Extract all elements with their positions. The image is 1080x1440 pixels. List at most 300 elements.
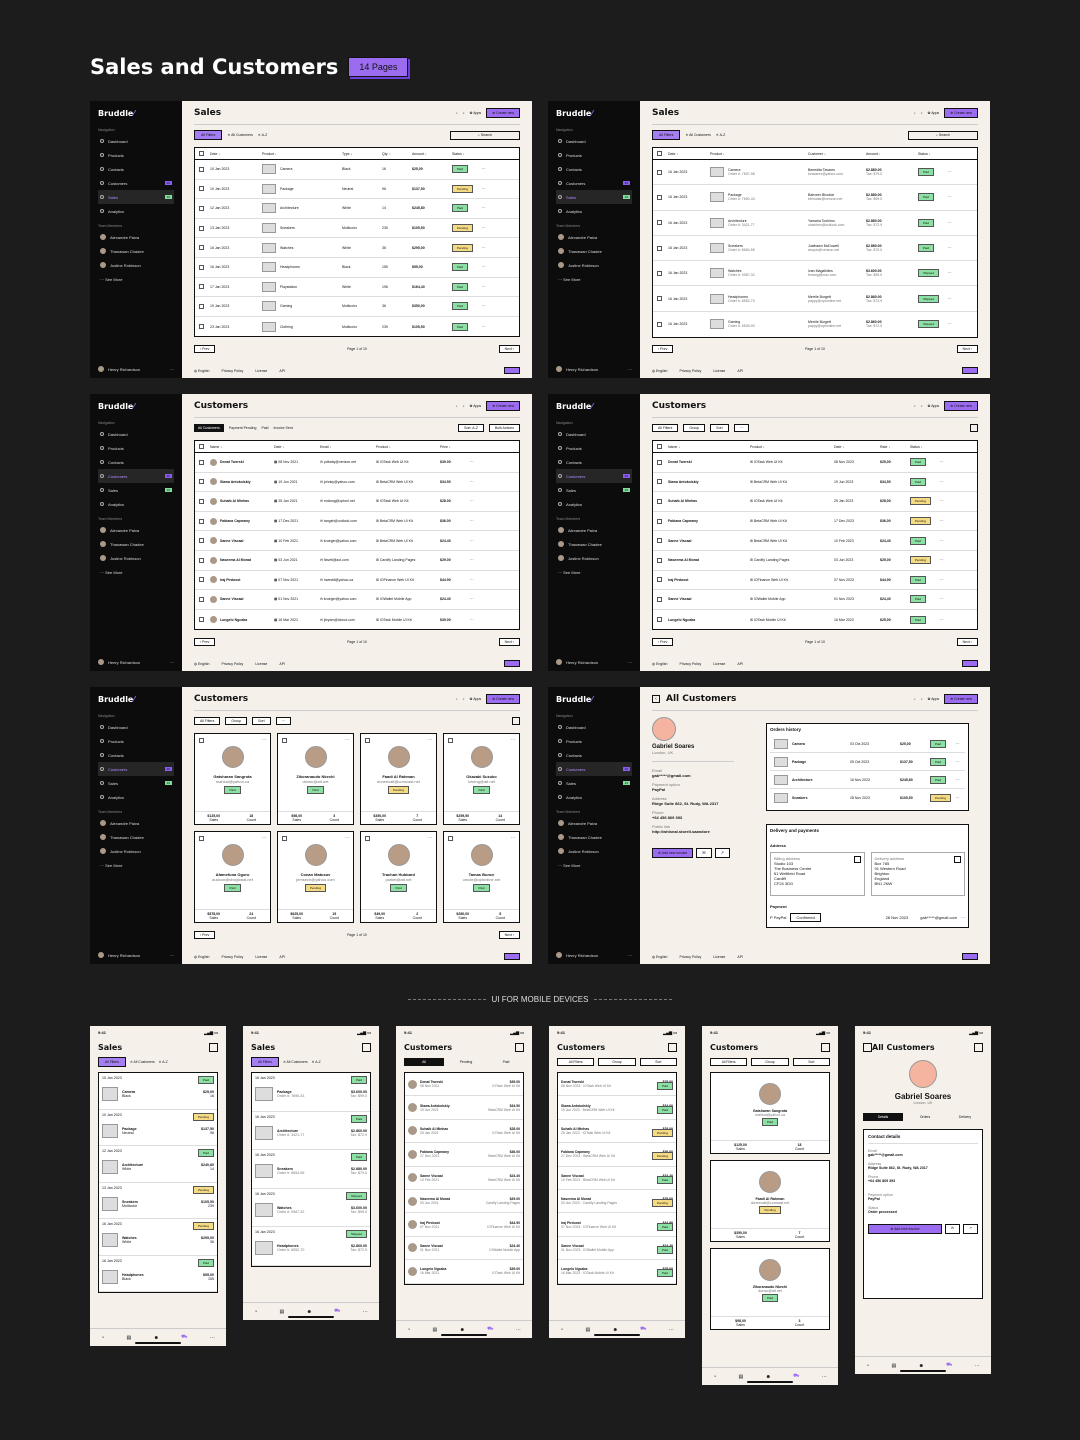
footer-link[interactable]: License [255,661,268,666]
see-more-link[interactable]: ··· See More [558,276,581,282]
list-item[interactable]: Naseema Al Morad 03 Jun 2021 $29.00 Cardify Landing Pages [405,1190,523,1213]
footer-link[interactable]: ◍ English [652,368,668,373]
filter-chip[interactable]: Sort [640,1058,677,1066]
footer-link[interactable]: API [279,368,286,373]
footer-link[interactable]: License [713,954,726,959]
table-row[interactable]: Suhaib Al Minhas ⊞ IOTask Web UI Kit 25 Jan 2023 $28,00 Pending ··· [653,492,977,512]
column-header[interactable]: Rate ↓ [880,444,891,449]
card-checkbox[interactable] [365,738,370,743]
table-row[interactable]: Sanne Viscaal ▦ 01 Nov 2021 ✉ krueger@yahoo.com ⊞ IOWallet Mobile App $24.40 ··· [195,590,519,610]
more-icon[interactable]: ··· [345,835,349,840]
next-button[interactable]: Next › [957,345,978,353]
column-header[interactable]: Status ↓ [918,151,931,156]
table-row[interactable]: Fabiana Capmany ▦ 17 Dec 2021 ✉ tangsh@outlook.com ⊞ BetaCRM Web UI Kit $36.00 ··· [195,512,519,532]
sidebar-item-contacts[interactable] [98,748,174,762]
row-checkbox[interactable] [657,271,662,276]
list-item[interactable]: 16 Jan 2023 Paid Architecture Order #: 3421-77 $2.860.00 Tax: $72.9 [252,1112,370,1151]
footer-link[interactable]: API [737,661,744,666]
filter-chip[interactable]: Group [751,1058,788,1066]
row-checkbox[interactable] [199,186,204,191]
tab[interactable]: Delivery [958,1115,972,1119]
row-checkbox[interactable] [657,296,662,301]
filter-chip[interactable]: All Filters [652,424,678,432]
more-icon[interactable]: ··· [482,245,486,250]
table-row[interactable]: 16 Jan 2023 Architecture Order #: 3421-77 Yamaha Toshimo ctoshimo@outlook.com $2.880.00 Tax: $72.9 Paid ··· [653,211,977,236]
table-row[interactable]: 16 Jan 2023 Gaming Order #: 6539-90 Merrile Burgett pappy@optonline.net $2.860.00 Tax: $72.9 Shipped ··· [653,312,977,337]
more-icon[interactable]: ··· [668,1326,674,1333]
back-icon[interactable] [863,1043,872,1052]
all-filters-chip[interactable]: All Filters [251,1057,279,1067]
filter-chip[interactable]: ✕ All Customers [685,133,711,137]
tab[interactable]: All Customers [194,424,224,432]
sidebar-item-products[interactable] [556,441,632,455]
dashboard-icon[interactable]: ◔ [254,1308,258,1315]
share-icon[interactable]: ↗ [963,1224,978,1234]
row-checkbox[interactable] [199,597,204,602]
sidebar-item-products[interactable] [556,734,632,748]
table-row[interactable]: Donat Twerski ⊞ IOTask Web UI Kit 08 Nov 2023 $25,00 Paid ··· [653,453,977,473]
apps-button[interactable]: ✿ Apps [469,403,482,408]
more-icon[interactable]: ··· [974,1362,980,1369]
footer-link[interactable]: Privacy Policy [221,954,244,959]
row-checkbox[interactable] [199,245,204,250]
more-icon[interactable]: ··· [940,577,944,582]
order-row[interactable]: Sneakers 28 Nov 2023 $105,50 Pending ··· [770,789,965,807]
search-icon[interactable]: ⌕ [455,696,458,701]
tab[interactable]: Pending [459,1060,473,1064]
more-icon[interactable]: ··· [262,737,266,742]
see-more-link[interactable]: ··· See More [100,569,123,575]
apps-button[interactable]: ✿ Apps [469,110,482,115]
table-row[interactable]: 16 Jan 2023 Watches White 36 $295,00 Pending ··· [195,238,519,258]
table-row[interactable]: Sanne Viscaal ⊞ BetaCRM Web UI Kit 10 Feb 2023 $24,40 Paid ··· [653,531,977,551]
card-checkbox[interactable] [199,738,204,743]
customer-card[interactable]: ··· Gatsharan Sangrota mahlud@yahoo.ca Paid $125,00 Sales 18 Count [194,733,271,825]
sidebar-item-customers[interactable] [98,176,174,190]
user-profile[interactable]: Henry Richardson ··· [98,659,174,665]
card-checkbox[interactable] [282,738,287,743]
see-more-link[interactable]: ··· See More [558,862,581,868]
more-icon[interactable]: ··· [940,558,944,563]
products-icon[interactable]: ▤ [432,1326,438,1333]
footer-link[interactable]: License [255,368,268,373]
footer-link[interactable]: Privacy Policy [679,954,702,959]
footer-link[interactable]: API [737,368,744,373]
create-new-button[interactable]: ⊕ Create new [486,694,520,704]
list-item[interactable]: 16 Jan 2023 Paid Headphones Black $95,00 155 [99,1256,217,1293]
create-new-button[interactable]: ⊕ Create new [486,401,520,411]
more-icon[interactable]: ··· [734,424,750,432]
bell-icon[interactable]: ♪ [920,696,923,701]
user-profile[interactable]: Henry Richardson ··· [98,366,174,372]
sidebar-item-dashboard[interactable] [556,134,632,148]
cart-icon[interactable]: ⛟ [946,1362,953,1368]
list-item[interactable]: 16 Jan 2023 Shipped Headphones Order #: 6552-70 $2.860.00 Tax: $72.9 [252,1227,370,1266]
team-member[interactable]: Justine Robinson [98,258,174,272]
table-row[interactable]: Naseema Al Morad ⊞ Cardify Landing Pages 03 Jun 2023 $25,00 Pending ··· [653,551,977,571]
tab[interactable]: Paid [502,1060,510,1064]
column-header[interactable]: Price ↓ [440,444,451,449]
cart-icon[interactable]: ⛟ [181,1334,188,1340]
customers-icon[interactable]: ☻ [153,1334,159,1341]
sidebar-item-analytics[interactable] [556,790,632,804]
theme-toggle[interactable] [504,660,520,667]
apps-button[interactable]: ✿ Apps [927,110,940,115]
create-new-button[interactable]: ⊕ Create new [944,694,978,704]
footer-link[interactable]: ◍ English [194,661,210,666]
sort-button[interactable]: Sort: A-Z [458,424,484,432]
apps-button[interactable]: ✿ Apps [469,696,482,701]
create-new-button[interactable]: ⊕ Create new [486,108,520,118]
add-invoice-button[interactable]: ⊕ Add new invoice [652,848,693,858]
row-checkbox[interactable] [199,519,204,524]
more-icon[interactable]: ··· [170,659,174,665]
row-checkbox[interactable] [657,577,662,582]
search-icon[interactable]: ⌕ [455,403,458,408]
create-new-button[interactable]: ⊕ Create new [944,108,978,118]
sidebar-item-dashboard[interactable] [98,427,174,441]
filter-chip[interactable]: ✕ A-Z [311,1060,321,1064]
table-row[interactable]: 19 Jan 2023 Gaming Multicolor 36 $350,00 Paid ··· [195,297,519,317]
bell-icon[interactable]: ♪ [920,110,923,115]
row-checkbox[interactable] [657,519,662,524]
column-header[interactable]: Type ↓ [342,151,353,156]
team-member[interactable]: Thanawan Chadee [556,537,632,551]
team-member[interactable]: Thanawan Chadee [98,244,174,258]
table-row[interactable]: Lungelo Ngcaba ⊞ IOTask Mobile UI Kit 16 Mar 2023 $25,00 Paid ··· [653,610,977,630]
order-row[interactable]: Package 05 Oct 2023 $137,50 Paid ··· [770,753,965,771]
more-icon[interactable]: ··· [821,1373,827,1380]
dashboard-icon[interactable]: ◔ [866,1362,870,1369]
table-row[interactable]: 16 Jan 2023 Camera Order #: 7697-98 Benedita Tavares bcavarez@yahoo.com $2.880.00 Tax: $79.0 Paid ··· [653,160,977,185]
more-icon[interactable]: ··· [948,296,952,301]
team-member[interactable]: Thanawan Chadee [556,244,632,258]
card-checkbox[interactable] [282,836,287,841]
list-item[interactable]: Fabiana Capmany 17 Dec 2023 · BetaCRM Web UI Kit Pending [558,1143,676,1166]
sidebar-item-customers[interactable] [556,176,632,190]
more-icon[interactable]: ··· [948,271,952,276]
tab[interactable]: Invoice Sent [273,426,293,430]
filter-chip[interactable]: All Filters [194,717,220,725]
list-item[interactable]: Donat Twerski 08 Nov 2023 · IOTask Web UI Kit Paid [558,1073,676,1096]
search-input[interactable]: ⌕ Search [450,131,520,140]
customer-card[interactable]: ··· Conan Matusov jemsech@yahoo.com Pending $625,00 Sales 15 Count [277,831,354,923]
list-item[interactable]: Slawa Antokolskiy 19 Jun 2023 · BetaCRM Web UI Kit Paid [558,1096,676,1119]
table-row[interactable]: Slawa Antokolskiy ⊞ BetaCRM Web UI Kit 19 Jun 2023 $34,50 Paid ··· [653,473,977,493]
filter-chip[interactable]: Group [683,424,705,432]
table-row[interactable]: Fabiana Capmany ⊞ BetaCRM Web UI Kit 17 Dec 2023 $36,00 Pending ··· [653,512,977,532]
table-row[interactable]: Suhaib Al Minhas ▦ 25 Jan 2021 ✉ mdarug@optonl.net ⊞ IOTask Web UI Kit $28.00 ··· [195,492,519,512]
next-button[interactable]: Next › [499,638,520,646]
more-icon[interactable]: ··· [961,915,965,920]
sidebar-item-customers[interactable] [98,469,174,483]
column-header[interactable]: Date ↓ [834,444,845,449]
bulk-actions-button[interactable]: Bulk Actions [489,424,520,432]
list-item[interactable]: Iraj Pirdoost 07 Nov 2023 · IOFinance Web UI Kit Paid [558,1213,676,1236]
table-row[interactable]: Sanne Viscaal ⊞ IOWallet Mobile App 01 Nov 2023 $24,40 Paid ··· [653,590,977,610]
sidebar-item-dashboard[interactable] [98,720,174,734]
column-header[interactable]: Qty. ↓ [382,151,391,156]
more-icon[interactable]: ··· [482,226,486,231]
row-checkbox[interactable] [199,479,204,484]
customer-card[interactable]: Gatsharan Sangrota mahlud@yahoo.ca Paid $125,00 Sales 18 Count [710,1072,830,1154]
order-row[interactable]: Architecture 16 Nov 2023 $245,80 Paid ··· [770,771,965,789]
theme-toggle[interactable] [962,953,978,960]
prev-button[interactable]: ‹ Prev [194,638,215,646]
column-header[interactable]: Product ↓ [262,151,277,156]
customers-icon[interactable]: ☻ [765,1373,771,1380]
row-checkbox[interactable] [657,558,662,563]
more-icon[interactable]: ··· [940,597,944,602]
list-item[interactable]: Suhaib Al Minhas 25 Jan 2023 · IOTask Web UI Kit Pending [558,1120,676,1143]
more-icon[interactable]: ··· [428,737,432,742]
theme-toggle[interactable] [504,367,520,374]
footer-link[interactable]: API [737,954,744,959]
team-member[interactable]: Alexandre Paiva [98,523,174,537]
row-checkbox[interactable] [199,265,204,270]
user-profile[interactable]: Henry Richardson ··· [98,952,174,958]
search-icon[interactable]: ⌕ [913,110,916,115]
list-item[interactable]: 10 Jan 2023 Pending Package Neutral $137,50 96 [99,1110,217,1147]
sidebar-item-customers[interactable] [556,762,632,776]
more-icon[interactable]: ··· [345,737,349,742]
dashboard-icon[interactable]: ◔ [713,1373,717,1380]
more-icon[interactable]: ··· [470,577,474,582]
sidebar-item-analytics[interactable] [556,497,632,511]
footer-link[interactable]: License [713,368,726,373]
sidebar-item-products[interactable] [98,441,174,455]
row-checkbox[interactable] [657,460,662,465]
order-row[interactable]: Camera 03 Oct 2023 $25,00 Paid ··· [770,735,965,753]
row-checkbox[interactable] [199,226,204,231]
products-icon[interactable]: ▤ [738,1373,744,1380]
sidebar-item-customers[interactable] [98,762,174,776]
customers-icon[interactable]: ☻ [459,1326,465,1333]
more-icon[interactable]: ··· [482,206,486,211]
apps-button[interactable]: ✿ Apps [927,696,940,701]
table-row[interactable]: 12 Jan 2023 Architecture White 14 $245,80 Paid ··· [195,199,519,219]
list-item[interactable]: 16 Jan 2023 Pending Watches White $295,00 36 [99,1219,217,1256]
row-checkbox[interactable] [657,322,662,327]
select-all-checkbox[interactable] [199,151,204,156]
customers-icon[interactable]: ☻ [918,1362,924,1369]
row-checkbox[interactable] [657,479,662,484]
theme-toggle[interactable] [504,953,520,960]
search-icon[interactable] [668,1043,677,1052]
dashboard-icon[interactable]: ◔ [407,1326,411,1333]
row-checkbox[interactable] [199,577,204,582]
list-item[interactable]: Sanne Viscaal 10 Feb 2021 $24.40 BetaCRM Web UI Kit [405,1167,523,1190]
team-member[interactable]: Alexandre Paiva [556,816,632,830]
all-filters-chip[interactable]: All Filters [194,130,222,140]
table-row[interactable]: 16 Jan 2023 Package Order #: 7690-43 Bahveer Bhodiar bbhodiar@verizon.net $2.880.00 Tax: $99.0 Paid ··· [653,185,977,210]
more-icon[interactable]: ··· [170,366,174,372]
list-item[interactable]: Naseema Al Morad 03 Jun 2023 · Cardify Landing Pages Pending [558,1190,676,1213]
theme-toggle[interactable] [962,660,978,667]
sidebar-item-dashboard[interactable] [98,134,174,148]
cart-icon[interactable]: ⛟ [793,1373,800,1379]
footer-link[interactable]: ◍ English [652,661,668,666]
customer-card[interactable]: ··· Tamas Bunce umcle@optonline.net Paid $280,00 Sales 5 Count [443,831,520,923]
sidebar-item-contacts[interactable] [556,455,632,469]
next-button[interactable]: Next › [957,638,978,646]
search-icon[interactable] [512,717,520,725]
row-checkbox[interactable] [199,324,204,329]
more-icon[interactable]: ··· [956,741,960,746]
column-header[interactable]: Date ↓ [668,151,679,156]
row-checkbox[interactable] [199,460,204,465]
row-checkbox[interactable] [199,167,204,172]
prev-button[interactable]: ‹ Prev [652,345,673,353]
more-icon[interactable]: ··· [515,1326,521,1333]
customer-card[interactable]: ··· Afamefuna Ogoro audcon@sbcglobal.net Paid $578,00 Sales 24 Count [194,831,271,923]
sidebar-item-contacts[interactable] [556,162,632,176]
row-checkbox[interactable] [199,617,204,622]
team-member[interactable]: Justine Robinson [98,844,174,858]
table-row[interactable]: 10 Jan 2023 Camera Black 16 $25,00 Paid ··· [195,160,519,180]
more-icon[interactable]: ··· [482,265,486,270]
list-item[interactable]: Fabiana Capmany 17 Dec 2021 $36.00 BetaCRM Web UI Kit [405,1143,523,1166]
more-icon[interactable]: ··· [470,617,474,622]
search-icon[interactable]: ⌕ [913,403,916,408]
back-icon[interactable]: ‹ [652,695,660,703]
customer-card[interactable]: ··· Zikoranaudo Nkechi dorwu@att.net Paid $98,00 Sales 3 Count [277,733,354,825]
team-member[interactable]: Alexandre Paiva [98,816,174,830]
more-icon[interactable]: ··· [209,1334,215,1341]
all-filters-chip[interactable]: All Filters [652,130,680,140]
filter-chip[interactable]: Sort [252,717,270,725]
sidebar-item-products[interactable] [556,148,632,162]
filter-chip[interactable]: All Filters [557,1058,594,1066]
row-checkbox[interactable] [199,558,204,563]
bell-icon[interactable]: ♪ [462,696,465,701]
table-row[interactable]: 16 Jan 2023 Watches Order #: 0987-32 Ivan Magalhães fedang@mac.com $3.600.00 Tax: $99.0 Shipped ··· [653,261,977,286]
column-header[interactable]: Amount ↓ [412,151,427,156]
more-icon[interactable]: ··· [482,284,486,289]
column-header[interactable]: Name ↓ [668,444,681,449]
sidebar-item-analytics[interactable] [98,790,174,804]
list-item[interactable]: Sanne Viscaal 01 Nov 2023 · IOWallet Mobile App Paid [558,1237,676,1260]
column-header[interactable]: Product ↓ [710,151,725,156]
filter-chip[interactable]: ✕ A-Z [257,133,268,137]
footer-link[interactable]: ◍ English [652,954,668,959]
customer-card[interactable]: Faadi Al Rahman doneecalt@comcast.net Pending $350,00 Sales 7 Count [710,1160,830,1242]
table-row[interactable]: 23 Jan 2023 Clothing Multicolor 239 $105,50 Paid ··· [195,317,519,337]
products-icon[interactable]: ▤ [891,1362,897,1369]
team-member[interactable]: Justine Robinson [98,551,174,565]
sidebar-item-contacts[interactable] [556,748,632,762]
next-button[interactable]: Next › [499,345,520,353]
column-header[interactable]: Date ↓ [210,151,221,156]
more-icon[interactable]: ··· [482,167,486,172]
tab[interactable]: All [404,1058,444,1066]
table-row[interactable]: Naseema Al Morad ▦ 03 Jun 2021 ✉ flavell@aol.com ⊞ Cardify Landing Pages $29.00 ··· [195,551,519,571]
more-icon[interactable]: ··· [940,499,944,504]
team-member[interactable]: Thanawan Chadee [556,830,632,844]
customer-card[interactable]: ··· Okazaki Suzuko Icheng@att.net Paid $259,50 Sales 14 Count [443,733,520,825]
footer-link[interactable]: Privacy Policy [221,368,244,373]
column-header[interactable]: Name ↓ [210,444,223,449]
filter-chip[interactable]: All Filters [710,1058,747,1066]
more-icon[interactable]: ··· [628,366,632,372]
mail-icon[interactable]: ✉ [696,848,711,858]
table-row[interactable]: Lungelo Ngcaba ▦ 16 Mar 2021 ✉ jbryam@icloud.com ⊞ IOTask Mobile UI Kit $39.00 ··· [195,610,519,630]
list-item[interactable]: Slawa Antokolskiy 19 Jun 2021 $34.50 BetaCRM Web UI Kit [405,1096,523,1119]
add-invoice-button[interactable]: ⊕ Add new invoice [868,1224,942,1234]
list-item[interactable]: 12 Jan 2023 Paid Architecture White $240,80 14 [99,1146,217,1183]
column-header[interactable]: Status ↓ [910,444,923,449]
more-icon[interactable]: ··· [628,659,632,665]
card-checkbox[interactable] [448,738,453,743]
table-row[interactable]: 16 Jan 2023 Headphones Black 155 $95,00 Paid ··· [195,258,519,278]
list-item[interactable]: Lungelo Ngcaba 16 Mar 2021 $39.00 IOTask Web UI Kit [405,1260,523,1283]
table-row[interactable]: 16 Jan 2023 Headphones Order #: 6552-70 Merrile Burgett pappy@optonline.net $2.860.00 Tax: $72.9 Shipped ··· [653,286,977,311]
sidebar-item-analytics[interactable] [98,204,174,218]
row-checkbox[interactable] [657,538,662,543]
more-icon[interactable]: ··· [482,304,486,309]
more-icon[interactable]: ··· [470,558,474,563]
column-header[interactable]: Status ↓ [452,151,465,156]
filter-chip[interactable]: Group [598,1058,635,1066]
team-member[interactable]: Thanawan Chadee [98,830,174,844]
footer-link[interactable]: ◍ English [194,954,210,959]
sidebar-item-sales[interactable] [98,776,174,790]
more-icon[interactable]: ··· [940,617,944,622]
user-profile[interactable]: Henry Richardson ··· [556,366,632,372]
team-member[interactable]: Justine Robinson [556,844,632,858]
filter-chip[interactable]: ✕ A-Z [715,133,726,137]
search-icon[interactable] [209,1043,218,1052]
card-checkbox[interactable] [199,836,204,841]
more-icon[interactable]: ··· [948,170,952,175]
search-icon[interactable] [362,1043,371,1052]
see-more-link[interactable]: ··· See More [100,276,123,282]
products-icon[interactable]: ▤ [279,1308,285,1315]
team-member[interactable]: Alexandre Paiva [98,230,174,244]
search-icon[interactable]: ⌕ [913,696,916,701]
cart-icon[interactable]: ⛟ [487,1326,494,1332]
more-icon[interactable]: ··· [948,195,952,200]
list-item[interactable]: Sanne Viscaal 01 Nov 2021 $24.40 IOWallet Mobile App [405,1237,523,1260]
share-icon[interactable]: ↗ [715,848,730,858]
cart-icon[interactable]: ⛟ [334,1308,341,1314]
column-header[interactable]: Amount ↓ [866,151,881,156]
more-icon[interactable]: ··· [940,538,944,543]
apps-button[interactable]: ✿ Apps [927,403,940,408]
see-more-link[interactable]: ··· See More [558,569,581,575]
list-item[interactable]: Iraj Pirdoost 07 Nov 2021 $44.90 IOFinance Web UI Kit [405,1213,523,1236]
home-icon[interactable] [954,856,961,863]
more-icon[interactable]: ··· [470,538,474,543]
filter-chip[interactable]: ✕ All Customers [129,1060,155,1064]
home-icon[interactable] [854,856,861,863]
cart-icon[interactable]: ⛟ [640,1326,647,1332]
more-icon[interactable]: ··· [362,1308,368,1315]
row-checkbox[interactable] [199,499,204,504]
select-all-checkbox[interactable] [657,151,662,156]
more-icon[interactable]: ··· [470,479,474,484]
all-filters-chip[interactable]: All Filters [98,1057,126,1067]
more-icon[interactable]: ··· [428,835,432,840]
table-row[interactable]: 13 Jan 2023 Sneakers Multicolor 239 $105,50 Pending ··· [195,219,519,239]
table-row[interactable]: Iraj Pirdoost ⊞ IOFinance Web UI Kit 07 Nov 2023 $44,90 Paid ··· [653,571,977,591]
table-row[interactable]: Donat Twerski ▦ 08 Nov 2021 ✉ pdbaby@verizon.net ⊞ IOTask Web UI Kit $39.00 ··· [195,453,519,473]
theme-toggle[interactable] [962,367,978,374]
next-button[interactable]: Next › [499,931,520,939]
sidebar-item-analytics[interactable] [556,204,632,218]
table-row[interactable]: 10 Jan 2023 Package Neutral 96 $137,50 Pending ··· [195,180,519,200]
mail-icon[interactable]: ✉ [945,1224,960,1234]
